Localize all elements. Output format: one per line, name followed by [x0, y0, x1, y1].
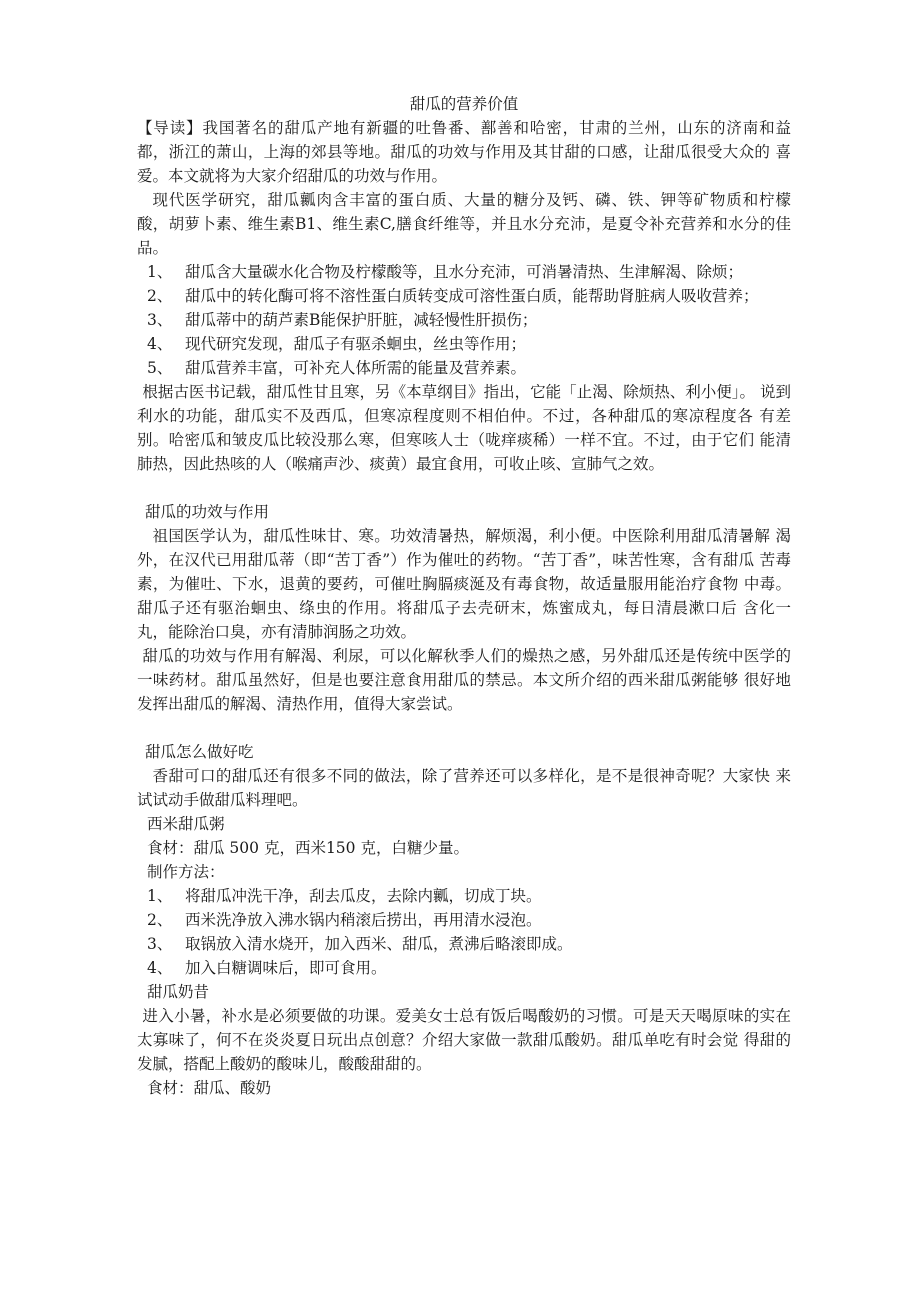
list-item [137, 932, 791, 956]
list-number: 1、 [147, 887, 173, 905]
list-text: 将甜瓜冲洗干净，刮去瓜皮，去除内瓤，切成丁块。 [185, 887, 542, 905]
list-item [137, 908, 791, 932]
list-item [137, 356, 791, 380]
document-title: 甜瓜的营养价值 [409, 95, 519, 113]
recipe-name-sago: 西米甜瓜粥 [147, 815, 225, 833]
recipe-name-shake: 甜瓜奶昔 [147, 983, 210, 1001]
list-number: 4、 [147, 335, 173, 353]
recipes-intro-paragraph: 香甜可口的甜瓜还有很多不同的做法，除了营养还可以多样化，是不是很神奇呢？大家快 来试试动手做甜瓜料理吧。 [137, 767, 791, 809]
recipe-method-label: 制作方法： [147, 863, 225, 881]
list-number: 3、 [147, 311, 173, 329]
list-number: 1、 [147, 263, 173, 281]
list-text: 取锅放入清水烧开，加入西米、甜瓜，煮沸后略滚即成。 [185, 935, 573, 953]
list-number: 4、 [147, 959, 173, 977]
list-item [137, 260, 791, 284]
list-text: 现代研究发现，甜瓜子有驱杀蛔虫，丝虫等作用； [185, 335, 527, 353]
document-body [137, 92, 791, 1100]
list-number: 2、 [147, 287, 173, 305]
list-number: 2、 [147, 911, 173, 929]
list-text: 加入白糖调味后，即可食用。 [185, 959, 387, 977]
list-item [137, 884, 791, 908]
list-text: 西米洗净放入沸水锅内稍滚后捞出，再用清水浸泡。 [185, 911, 542, 929]
recipe-intro-shake: 进入小暑，补水是必须要做的功课。爱美女士总有饭后喝酸奶的习惯。可是天天喝原味的实在太寡味了，何不在炎炎夏日玩出点创意？介绍大家做一款甜瓜酸奶。甜瓜单吃有时会觉 得甜的发腻，搭配上酸奶的酸味儿，酸酸甜甜的。 [137, 1007, 791, 1073]
list-text: 甜瓜蒂中的葫芦素B能保护肝脏，减轻慢性肝损伤； [185, 311, 538, 329]
section-heading-recipes: 甜瓜怎么做好吃 [145, 743, 254, 761]
list-text: 甜瓜营养丰富，可补充人体所需的能量及营养素。 [185, 359, 527, 377]
section-spacer [137, 476, 791, 500]
list-item [137, 332, 791, 356]
section-spacer [137, 716, 791, 740]
effects-paragraph-1: 祖国医学认为，甜瓜性味甘、寒。功效清暑热，解烦渴，利小便。中医除利用甜瓜清暑解 渴外，在汉代已用甜瓜蒂（即“苦丁香”）作为催吐的药物。“苦丁香”，味苦性寒，含有甜瓜 苦毒素，为催吐、下水，退黄的要药，可催吐胸膈痰涎及有毒食物，故适量服用能治疗食物 中毒。甜瓜子还有驱治蛔虫、绦虫的作用。将甜瓜子去壳研末，炼蜜成丸，每日清晨漱口后 含化一丸，能除治口臭，亦有清肺润肠之功效。 [137, 527, 791, 641]
research-paragraph: 现代医学研究，甜瓜瓤肉含丰富的蛋白质、大量的糖分及钙、磷、铁、钾等矿物质和柠檬 酸，胡萝卜素、维生素B1、维生素C,膳食纤维等，并且水分充沛，是夏令补充营养和水分的佳品。 [137, 191, 791, 257]
benefits-list [137, 260, 791, 380]
recipe-ingredients-sago: 食材：甜瓜 500 克，西米150 克，白糖少量。 [147, 839, 469, 857]
effects-paragraph-2: 甜瓜的功效与作用有解渴、利尿，可以化解秋季人们的燥热之感，另外甜瓜还是传统中医学的一味药材。甜瓜虽然好，但是也要注意食用甜瓜的禁忌。本文所介绍的西米甜瓜粥能够 很好地发挥出甜瓜的解渴、清热作用，值得大家尝试。 [137, 647, 791, 713]
list-number: 5、 [147, 359, 173, 377]
list-text: 甜瓜含大量碳水化合物及柠檬酸等，且水分充沛，可消暑清热、生津解渴、除烦； [185, 263, 744, 281]
recipe-steps-list [137, 884, 791, 980]
list-item [137, 308, 791, 332]
list-text: 甜瓜中的转化酶可将不溶性蛋白质转变成可溶性蛋白质，能帮助肾脏病人吸收营养； [185, 287, 759, 305]
recipe-ingredients-shake: 食材：甜瓜、酸奶 [147, 1079, 272, 1097]
intro-paragraph: 【导读】我国著名的甜瓜产地有新疆的吐鲁番、鄯善和哈密，甘肃的兰州，山东的济南和益 都，浙江的萧山，上海的郊县等地。甜瓜的功效与作用及其甘甜的口感，让甜瓜很受大众的 喜爱。本文就将为大家介绍甜瓜的功效与作用。 [137, 119, 791, 185]
ancient-records-paragraph: 根据古医书记载，甜瓜性甘且寒，另《本草纲目》指出，它能「止渴、除烦热、利小便」。 说到利水的功能，甜瓜实不及西瓜，但寒凉程度则不相伯仲。不过，各种甜瓜的寒凉程度各 有差别。哈密瓜和皱皮瓜比较没那么寒，但寒咳人士（咙痒痰稀）一样不宜。不过，由于它们 能清肺热，因此热咳的人（喉痛声沙、痰黄）最宜食用，可收止咳、宣肺气之效。 [137, 383, 791, 473]
section-heading-effects: 甜瓜的功效与作用 [145, 503, 270, 521]
list-number: 3、 [147, 935, 173, 953]
list-item [137, 284, 791, 308]
list-item [137, 956, 791, 980]
